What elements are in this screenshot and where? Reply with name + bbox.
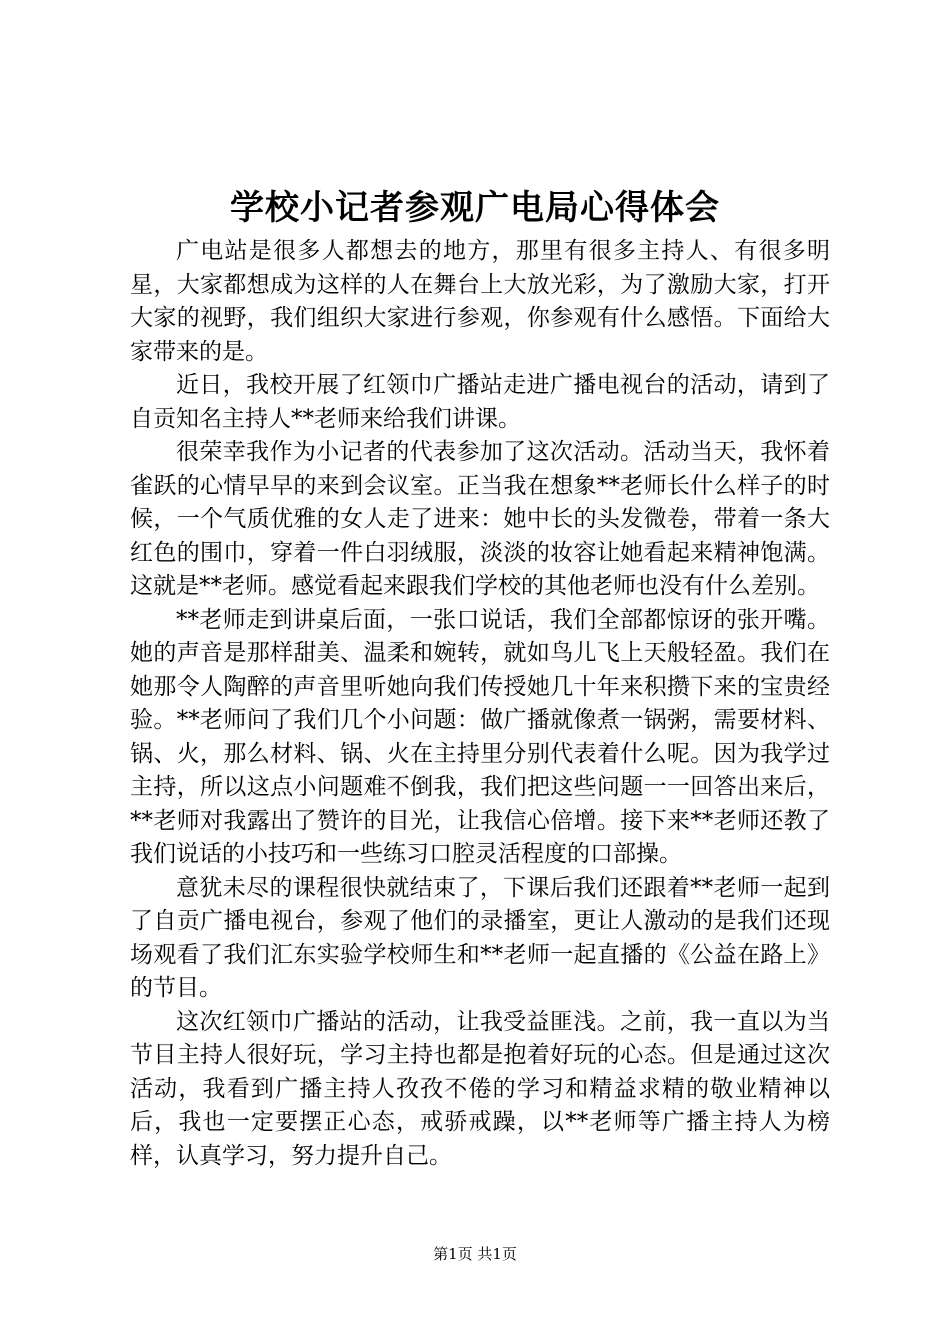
paragraph-6: 这次红领巾广播站的活动，让我受益匪浅。之前，我一直以为当节目主持人很好玩，学习主持也都是抱着好玩的心态。但是通过这次活动，我看到广播主持人孜孜不倦的学习和精益求精的敬业精神以后，我也一定要摆正心态，戒骄戒躁，以**老师等广播主持人为榜样，认真学习，努力提升自己。 [130, 1008, 830, 1169]
paragraph-3: 很荣幸我作为小记者的代表参加了这次活动。活动当天，我怀着雀跃的心情早早的来到会议室。正当我在想象**老师长什么样子的时候，一个气质优雅的女人走了进来：她中长的头发微卷，带着一条大红色的围巾，穿着一件白羽绒服，淡淡的妆容让她看起来精神饱满。这就是**老师。感觉看起来跟我们学校的其他老师也没有什么差别。 [130, 439, 830, 599]
paragraph-1: 广电站是很多人都想去的地方，那里有很多主持人、有很多明星，大家都想成为这样的人在舞台上大放光彩，为了激励大家，打开大家的视野，我们组织大家进行参观，你参观有什么感悟。下面给大家带来的是。 [130, 238, 830, 365]
paragraph-2: 近日，我校开展了红领巾广播站走进广播电视台的活动，请到了自贡知名主持人**老师来给我们讲课。 [130, 372, 830, 432]
page-footer: 第1页 共1页 [433, 1245, 517, 1263]
paragraph-4: **老师走到讲桌后面，一张口说话，我们全部都惊讶的张开嘴。她的声音是那样甜美、温柔和婉转，就如鸟儿飞上天般轻盈。我们在她那令人陶醉的声音里听她向我们传授她几十年来积攒下来的宝贵经验。**老师问了我们几个小问题：做广播就像煮一锅粥，需要材料、锅、火，那么材料、锅、火在主持里分别代表着什么呢。因为我学过主持，所以这点小问题难不倒我，我们把这些问题一一回答出来后，**老师对我露出了赞许的目光，让我信心倍增。接下来**老师还教了我们说话的小技巧和一些练习口腔灵活程度的口部操。 [130, 606, 830, 867]
paragraph-5: 意犹未尽的课程很快就结束了，下课后我们还跟着**老师一起到了自贡广播电视台，参观了他们的录播室，更让人激动的是我们还现场观看了我们汇东实验学校师生和**老师一起直播的《公益在路上》的节目。 [130, 874, 830, 1001]
document-body [130, 235, 830, 1173]
document-title: 学校小记者参观广电局心得体会 [230, 188, 720, 228]
